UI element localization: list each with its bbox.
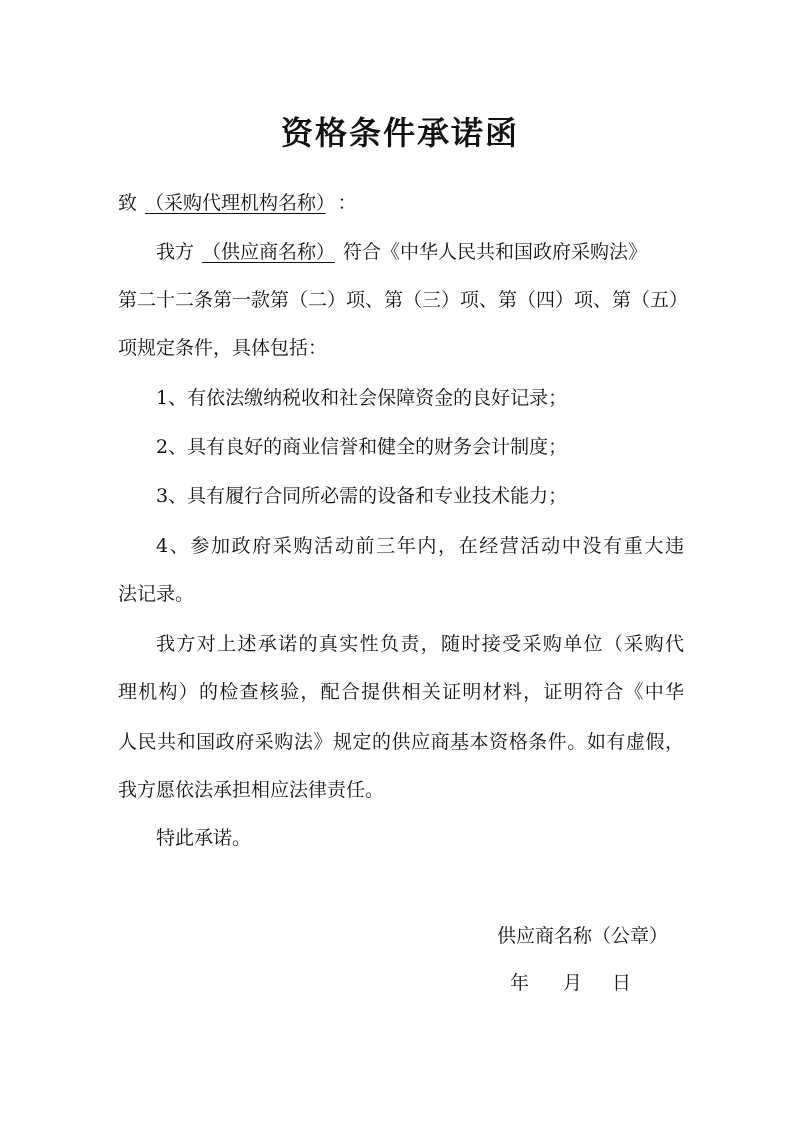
para1-line2: 第二十二条第一款第（二）项、第（三）项、第（四）项、第（五） [118, 289, 689, 311]
date-day: 日 [612, 972, 632, 994]
date-month: 月 [563, 972, 583, 994]
item-1: 1、有依法缴纳税收和社会保障资金的良好记录； [156, 387, 568, 409]
para1-prefix: 我方 [156, 241, 195, 263]
addressee-line [118, 189, 684, 217]
para2-line2: 理机构）的检查核验，配合提供相关证明材料，证明符合《中华 [118, 681, 684, 703]
signature-label: 供应商名称（公章） [497, 925, 669, 947]
item-4-cont: 法记录。 [118, 583, 195, 605]
item-4: 4、参加政府采购活动前三年内，在经营活动中没有重大违 [156, 535, 684, 557]
para2-line1: 我方对上述承诺的真实性负责，随时接受采购单位（采购代 [156, 633, 684, 655]
supplier-name-blank: （供应商名称） [202, 241, 336, 263]
date-year: 年 [510, 972, 530, 994]
para2-line4: 我方愿依法承担相应法律责任。 [118, 779, 385, 801]
item-3: 3、具有履行合同所必需的设备和专业技术能力； [156, 485, 568, 507]
item-2: 2、具有良好的商业信誉和健全的财务会计制度； [156, 436, 568, 458]
closing: 特此承诺。 [156, 827, 252, 849]
addressee-prefix: 致 [118, 192, 138, 214]
para2-line3: 人民共和国政府采购法》规定的供应商基本资格条件。如有虚假， [118, 731, 684, 753]
addressee-suffix: ： [337, 192, 357, 214]
para1-line1 [156, 238, 684, 266]
agency-name-blank: （采购代理机构名称） [145, 192, 326, 214]
para1-line3: 项规定条件，具体包括： [118, 337, 328, 359]
document-title: 资格条件承诺函 [280, 114, 519, 152]
para1-line1-rest: 符合《中华人民共和国政府采购法》 [343, 241, 648, 263]
